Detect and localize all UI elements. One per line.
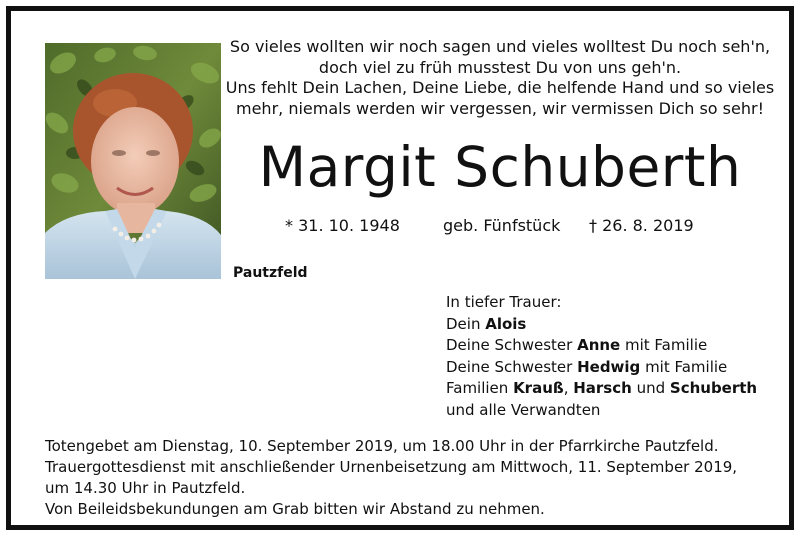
mourner-name: Schuberth	[669, 379, 758, 398]
hometown: Pautzfeld	[233, 265, 308, 281]
notice-line: um 14.30 Uhr in Pautzfeld.	[45, 479, 246, 497]
verse-line: So vieles wollten wir noch sagen und vieles wolltest Du noch seh'n,	[229, 37, 771, 56]
mourner-text: ,	[563, 379, 574, 398]
verse-line: doch viel zu früh musstest Du von uns geh'n.	[318, 57, 682, 77]
mourner-line	[446, 314, 757, 336]
deceased-name: Margit Schuberth	[258, 135, 742, 199]
mourners-intro: In tiefer Trauer:	[446, 293, 562, 311]
maiden-name: geb. Fünfstück	[443, 216, 561, 235]
mourner-line	[446, 357, 757, 379]
service-notice	[45, 436, 737, 520]
verse-line: mehr, niemals werden wir vergessen, wir vermissen Dich so sehr!	[236, 98, 764, 118]
mourner-line	[446, 335, 757, 357]
notice-line: Totengebet am Dienstag, 10. September 2019, um 18.00 Uhr in der Pfarrkirche Pautzfeld.	[45, 437, 719, 455]
notice-line: Von Beileidsbekundungen am Grab bitten wir Abstand zu nehmen.	[45, 500, 545, 518]
mourner-text: und	[631, 379, 670, 398]
mourner-text: Dein	[446, 314, 486, 333]
mourner-name: Alois	[485, 314, 527, 333]
mourner-text: Deine Schwester	[446, 336, 578, 355]
birth-date: * 31. 10. 1948	[285, 216, 400, 235]
portrait-photo	[45, 43, 221, 279]
mourner-line: und alle Verwandten	[446, 400, 601, 419]
mourner-name: Harsch	[573, 379, 632, 398]
verse-line: Uns fehlt Dein Lachen, Deine Liebe, die helfende Hand und so vieles	[225, 78, 775, 97]
mourner-name: Anne	[577, 336, 621, 355]
mourner-text: mit Familie	[640, 357, 728, 376]
mourner-text: Familien	[446, 379, 514, 398]
memorial-verse	[221, 37, 779, 119]
mourners-list	[446, 292, 757, 422]
mourner-line	[446, 378, 757, 400]
mourner-name: Krauß	[513, 379, 564, 398]
mourner-text: mit Familie	[620, 336, 708, 355]
mourner-text: Deine Schwester	[446, 357, 578, 376]
mourner-name: Hedwig	[577, 357, 641, 376]
notice-line: Trauergottesdienst mit anschließender Urnenbeisetzung am Mittwoch, 11. September 2019,	[45, 458, 738, 476]
obituary-frame	[6, 6, 794, 530]
death-date: † 26. 8. 2019	[589, 216, 694, 235]
